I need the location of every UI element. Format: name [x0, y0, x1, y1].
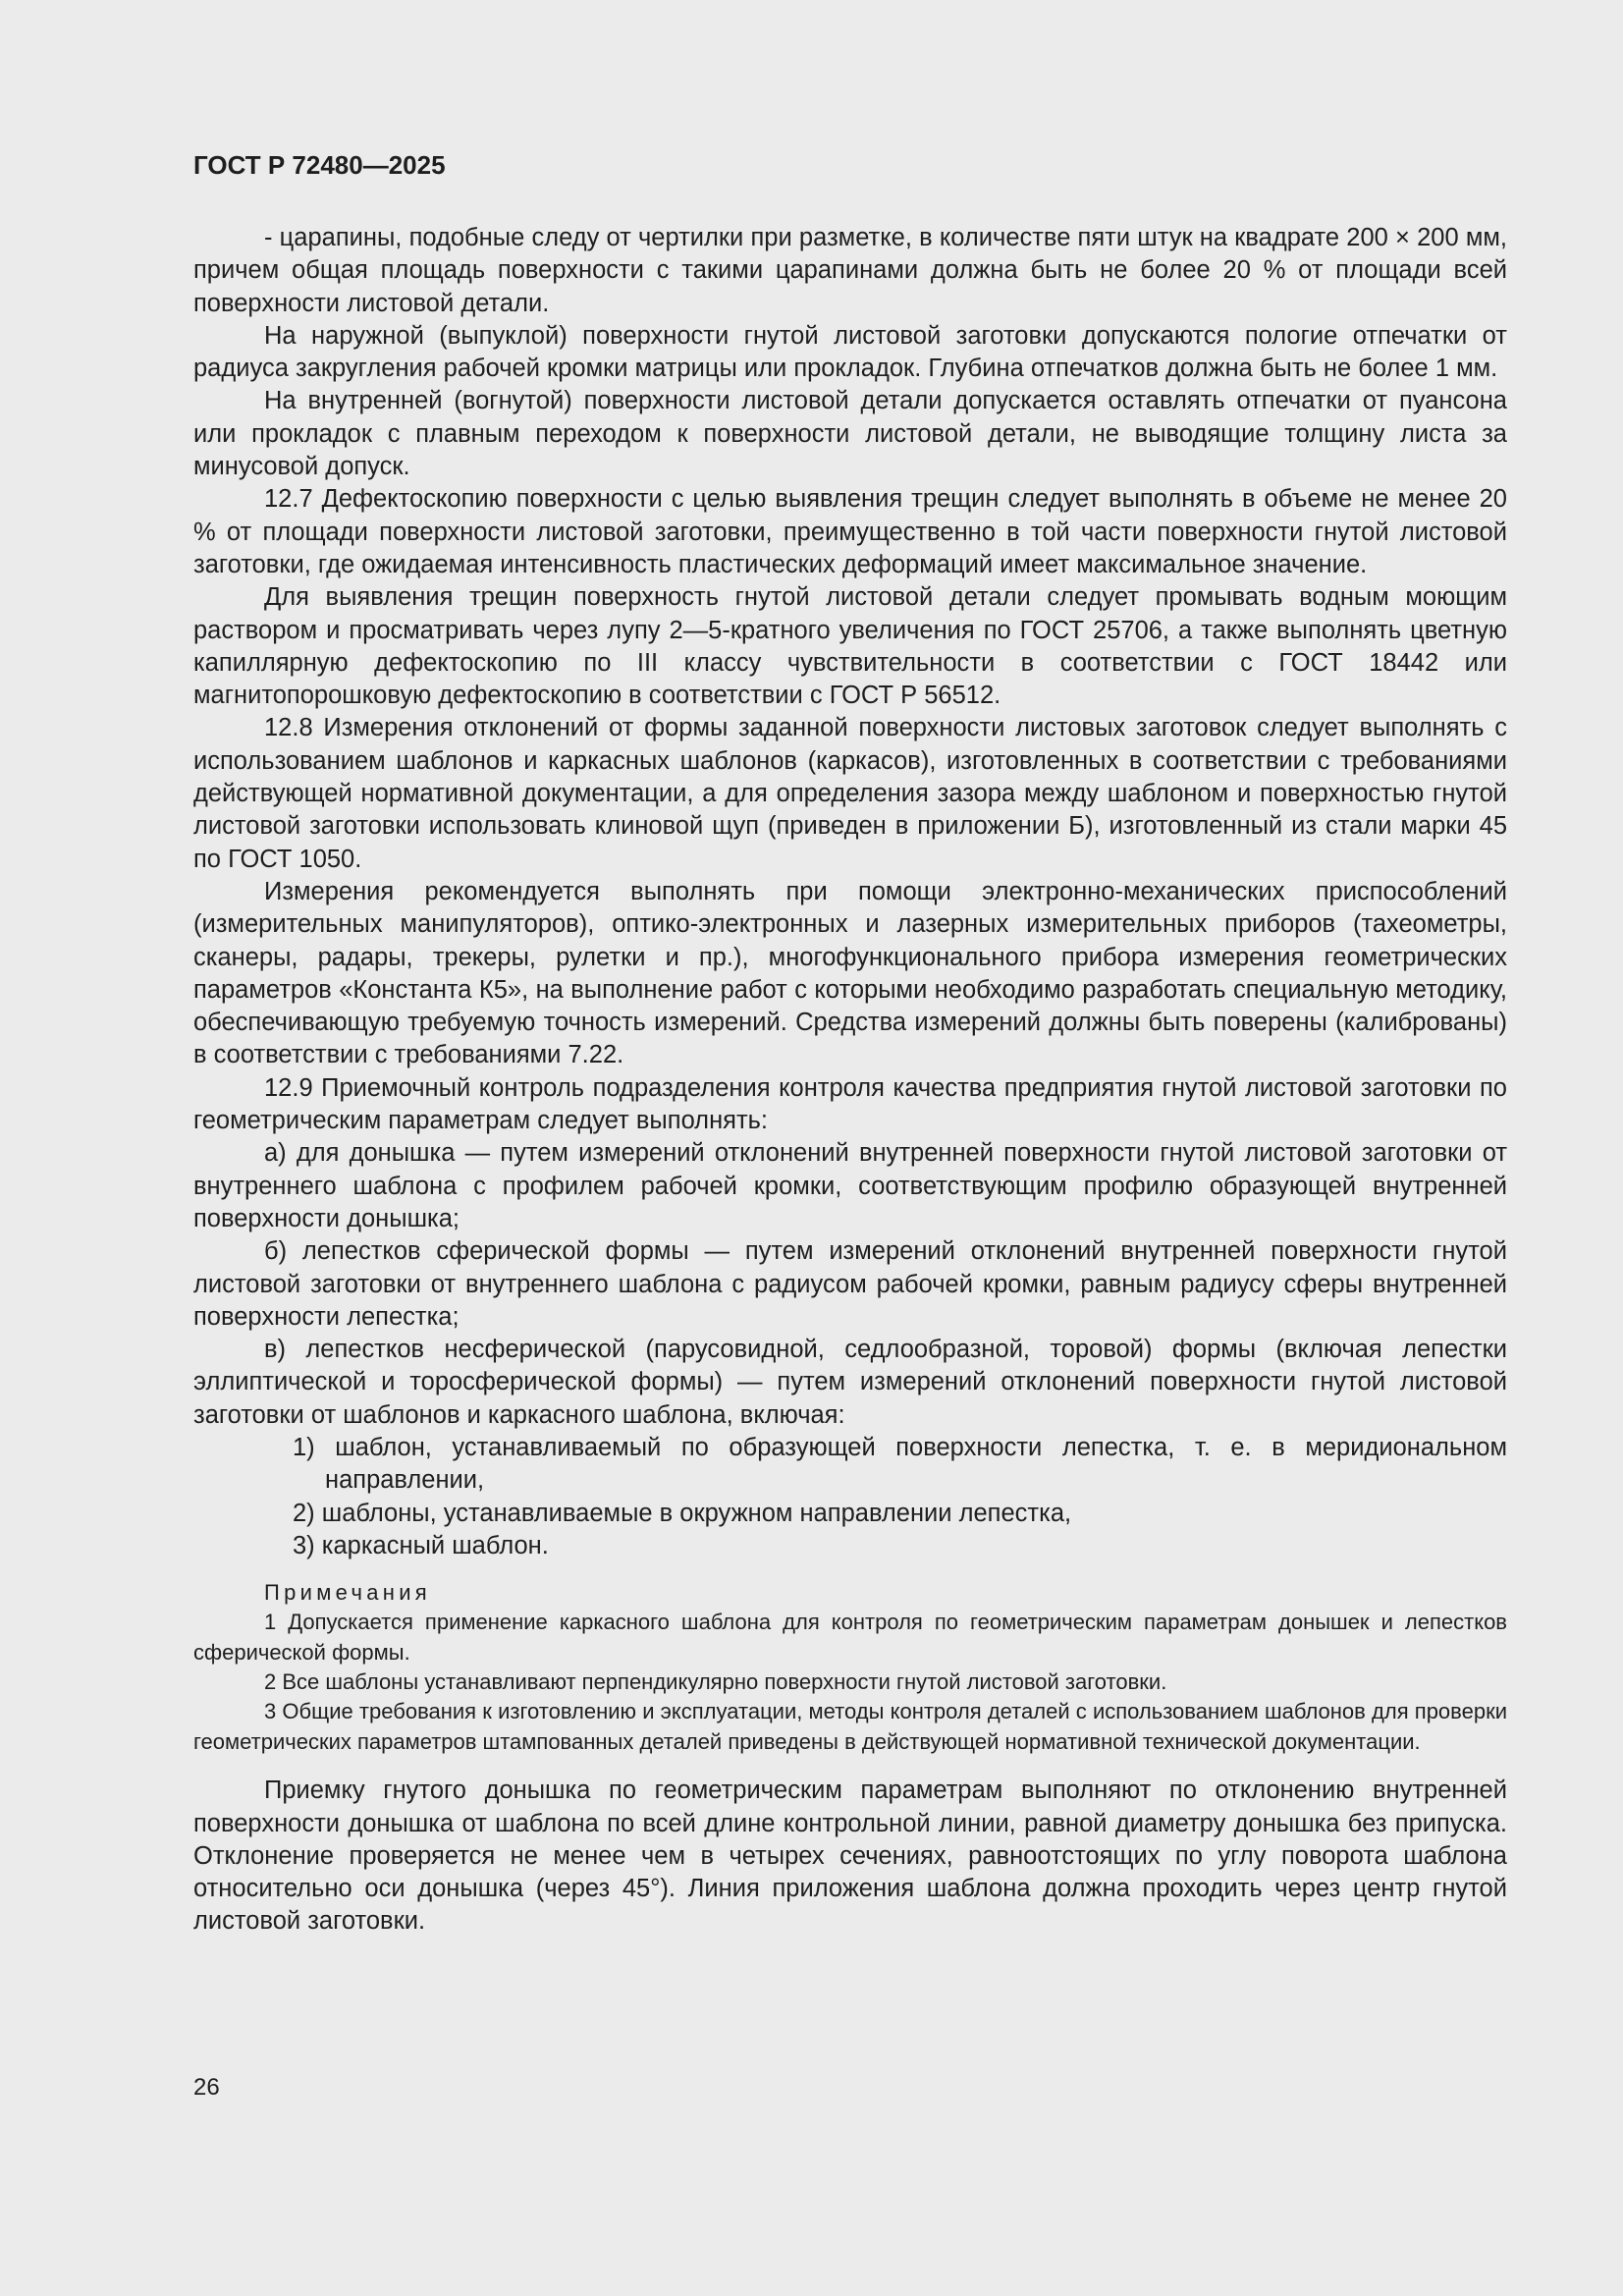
list-item: в) лепестков несферической (парусовидной, седлообразной, торовой) формы (включая лепестки эллиптической и торосферической формы) — путем измерений отклонений поверхности гнутой листовой заготовки от шаблонов и каркасного шаблона, включая:	[193, 1336, 1507, 1429]
paragraph: 12.7 Дефектоскопию поверхности с целью выявления трещин следует выполнять в объеме не менее 20 % от площади поверхности листовой заготовки, преимущественно в той части поверхности гнутой листовой заготовки, где ожидаемая интенсивность пластических деформаций имеет максимальное значение.	[193, 485, 1507, 578]
paragraph: 12.8 Измерения отклонений от формы заданной поверхности листовых заготовок следует выполнять с использованием шаблонов и каркасных шаблонов (каркасов), изготовленных в соответствии с требованиями действующей нормативной документации, а для определения зазора между шаблоном и поверхностью гнутой листовой заготовки использовать клиновой щуп (приведен в приложении Б), изготовленный из стали марки 45 по ГОСТ 1050.	[193, 714, 1507, 873]
paragraph: Измерения рекомендуется выполнять при помощи электронно-механических приспособлений (измерительных манипуляторов), оптико-электронных и лазерных измерительных приборов (тахеометры, сканеры, радары, трекеры, рулетки и пр.), многофункционального прибора измерения геометрических параметров «Константа К5», на выполнение работ с которыми необходимо разработать специальную методику, обеспечивающую требуемую точность измерений. Средства измерений должны быть поверены (калиброваны) в соответствии с требованиями 7.22.	[193, 877, 1507, 1069]
paragraph: - царапины, подобные следу от чертилки при разметке, в количестве пяти штук на квадрате 200 × 200 мм, причем общая площадь поверхности с такими царапинами должна быть не более 20 % от площади всей поверхности листовой детали.	[193, 224, 1507, 317]
sublist-item: 3) каркасный шаблон.	[293, 1531, 549, 1559]
paragraph: Приемку гнутого донышка по геометрическим параметрам выполняют по отклонению внутренней поверхности донышка от шаблона по всей длине контрольной линии, равной диаметру донышка без припуска. Отклонение проверяется не менее чем в четырех сечениях, равноотстоящих по углу поворота шаблона относительно оси донышка (через 45°). Линия приложения шаблона должна проходить через центр гнутой листовой заготовки.	[193, 1777, 1507, 1936]
sublist-item: 1) шаблон, устанавливаемый по образующей поверхности лепестка, т. е. в меридиональном направлении,	[293, 1433, 1507, 1495]
notes-title: Примечания	[264, 1580, 432, 1606]
note-item: 3 Общие требования к изготовлению и эксплуатации, методы контроля деталей с использованием шаблонов для проверки геометрических параметров штампованных деталей приведены в действующей нормативной технической документации.	[193, 1699, 1507, 1754]
paragraph: На внутренней (вогнутой) поверхности листовой детали допускается оставлять отпечатки от пуансона или прокладок с плавным переходом к поверхности листовой детали, не выводящие толщину листа за минусовой допуск.	[193, 387, 1507, 481]
list-item: а) для донышка — путем измерений отклонений внутренней поверхности гнутой листовой заготовки от внутреннего шаблона с профилем рабочей кромки, соответствующим профилю образующей внутренней поверхности донышка;	[193, 1139, 1507, 1232]
paragraph: Для выявления трещин поверхность гнутой листовой детали следует промывать водным моющим раствором и просматривать через лупу 2—5-кратного увеличения по ГОСТ 25706, а также выполнять цветную капиллярную дефектоскопию по III классу чувствительности в соответствии с ГОСТ 18442 или магнитопорошковую дефектоскопию в соответствии с ГОСТ Р 56512.	[193, 583, 1507, 710]
document-page	[193, 147, 1507, 1939]
page-number: 26	[193, 2074, 220, 2101]
notes-block	[193, 1578, 1507, 1757]
closing-section	[193, 1775, 1507, 1938]
document-body	[193, 222, 1507, 1939]
note-item: 2 Все шаблоны устанавливают перпендикулярно поверхности гнутой листовой заготовки.	[264, 1668, 1167, 1694]
sublist-item: 2) шаблоны, устанавливаемые в окружном направлении лепестка,	[293, 1499, 1072, 1527]
document-header: ГОСТ Р 72480—2025	[193, 150, 446, 180]
paragraph: На наружной (выпуклой) поверхности гнутой листовой заготовки допускаются пологие отпечатки от радиуса закругления рабочей кромки матрицы или прокладок. Глубина отпечатков должна быть не более 1 мм.	[193, 321, 1507, 383]
note-item: 1 Допускается применение каркасного шаблона для контроля по геометрическим параметрам донышек и лепестков сферической формы.	[193, 1610, 1507, 1665]
paragraph: 12.9 Приемочный контроль подразделения контроля качества предприятия гнутой листовой заготовки по геометрическим параметрам следует выполнять:	[193, 1073, 1507, 1135]
list-item: б) лепестков сферической формы — путем измерений отклонений внутренней поверхности гнутой листовой заготовки от внутреннего шаблона с радиусом рабочей кромки, равным радиусу сферы внутренней поверхности лепестка;	[193, 1237, 1507, 1331]
numbered-sublist	[193, 1432, 1507, 1562]
